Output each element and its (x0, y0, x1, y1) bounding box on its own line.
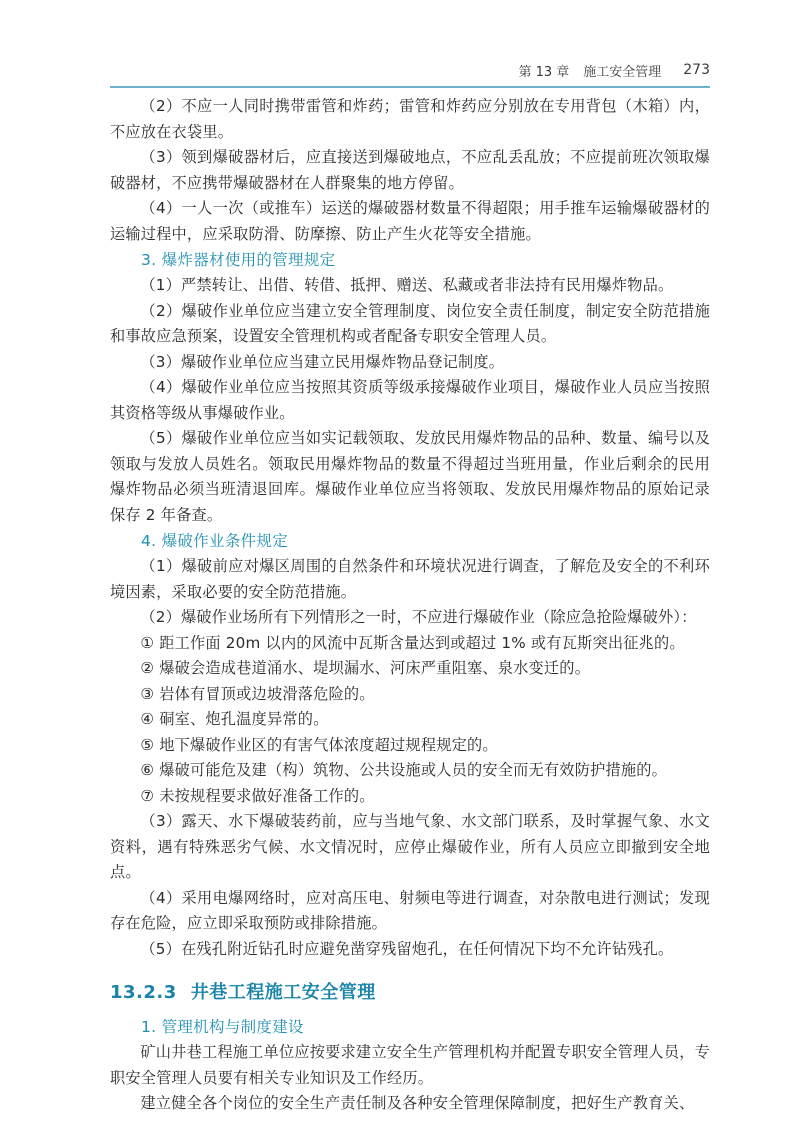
paragraph: 建立健全各个岗位的安全生产责任制及各种安全管理保障制度，把好生产教育关、 (140, 1094, 695, 1112)
paragraph: （1）严禁转让、出借、转借、抵押、赠送、私藏或者非法持有民用爆炸物品。 (140, 276, 674, 294)
paragraph: （4）爆破作业单位应当按照其资质等级承接爆破作业项目，爆破作业人员应当按照其资格等级从事爆破作业。 (110, 378, 710, 422)
header-divider (110, 86, 710, 88)
page-number: 273 (683, 62, 710, 78)
section-heading (110, 978, 710, 1008)
list-item: ① 距工作面 20m 以内的风流中瓦斯含量达到或超过 1% 或有瓦斯突出征兆的。 (140, 633, 685, 652)
paragraph: （2）不应一人同时携带雷管和炸药；雷管和炸药应分别放在专用背包（木箱）内，不应放在衣袋里。 (110, 97, 710, 141)
paragraph: （1）爆破前应对爆区周围的自然条件和环境状况进行调查，了解危及安全的不利环境因素，采取必要的安全防范措施。 (110, 557, 710, 601)
paragraph: （2）爆破作业单位应当建立安全管理制度、岗位安全责任制度，制定安全防范措施和事故应急预案，设置安全管理机构或者配备专职安全管理人员。 (110, 301, 710, 345)
paragraph: （3）爆破作业单位应当建立民用爆炸物品登记制度。 (140, 352, 505, 371)
running-header (110, 56, 710, 84)
list-item: ⑥ 爆破可能危及建（构）筑物、公共设施或人员的安全而无有效防护措施的。 (140, 761, 668, 779)
paragraph: （4）采用电爆网络时，应对高压电、射频电等进行调查，对杂散电进行测试；发现存在危险，应立即采取预防或排除措施。 (110, 888, 710, 932)
chapter-label: 第 13 章 (518, 64, 570, 80)
list-item: ⑦ 未按规程要求做好准备工作的。 (140, 786, 375, 805)
list-item: ⑤ 地下爆破作业区的有害气体浓度超过规程规定的。 (140, 735, 498, 754)
subsection-heading: 4. 爆破作业条件规定 (141, 532, 289, 550)
list-item: ④ 硐室、炮孔温度异常的。 (140, 710, 329, 728)
paragraph: （5）爆破作业单位应当如实记载领取、发放民用爆炸物品的品种、数量、编号以及领取与发放人员姓名。领取民用爆炸物品的数量不得超过当班用量，作业后剩余的民用爆炸物品必须当班清退回库。爆破作业单位应当将领取、发放民用爆炸物品的原始记录保存 2 年备查。 (110, 429, 710, 524)
list-item: ③ 岩体有冒顶或边坡滑落危险的。 (140, 684, 375, 703)
paragraph: （2）爆破作业场所有下列情形之一时，不应进行爆破作业（除应急抢险爆破外）： (140, 608, 697, 626)
section-number: 13.2.3 (110, 982, 177, 1003)
paragraph: （3）领到爆破器材后，应直接送到爆破地点，不应乱丢乱放；不应提前班次领取爆破器材，不应携带爆破器材在人群聚集的地方停留。 (110, 148, 710, 192)
subsection-heading: 3. 爆炸器材使用的管理规定 (141, 251, 336, 269)
paragraph: （3）露天、水下爆破装药前，应与当地气象、水文部门联系，及时掌握气象、水文资料，遇有特殊恶劣气候、水文情况时，应停止爆破作业，所有人员应立即撤到安全地点。 (110, 812, 710, 881)
list-item: ② 爆破会造成巷道涌水、堤坝漏水、河床严重阻塞、泉水变迁的。 (140, 659, 591, 677)
paragraph: 矿山井巷工程施工单位应按要求建立安全生产管理机构并配置专职安全管理人员，专职安全管理人员要有相关专业知识及工作经历。 (110, 1043, 710, 1087)
section-title: 井巷工程施工安全管理 (190, 982, 376, 1003)
page-body (110, 94, 710, 1117)
paragraph: （4）一人一次（或推车）运送的爆破器材数量不得超限；用手推车运输爆破器材的运输过程中，应采取防滑、防摩擦、防止产生火花等安全措施。 (110, 199, 710, 243)
chapter-title: 施工安全管理 (583, 64, 662, 80)
subsection-heading: 1. 管理机构与制度建设 (141, 1018, 304, 1036)
paragraph: （5）在残孔附近钻孔时应避免凿穿残留炮孔，在任何情况下均不允许钻残孔。 (140, 939, 674, 958)
